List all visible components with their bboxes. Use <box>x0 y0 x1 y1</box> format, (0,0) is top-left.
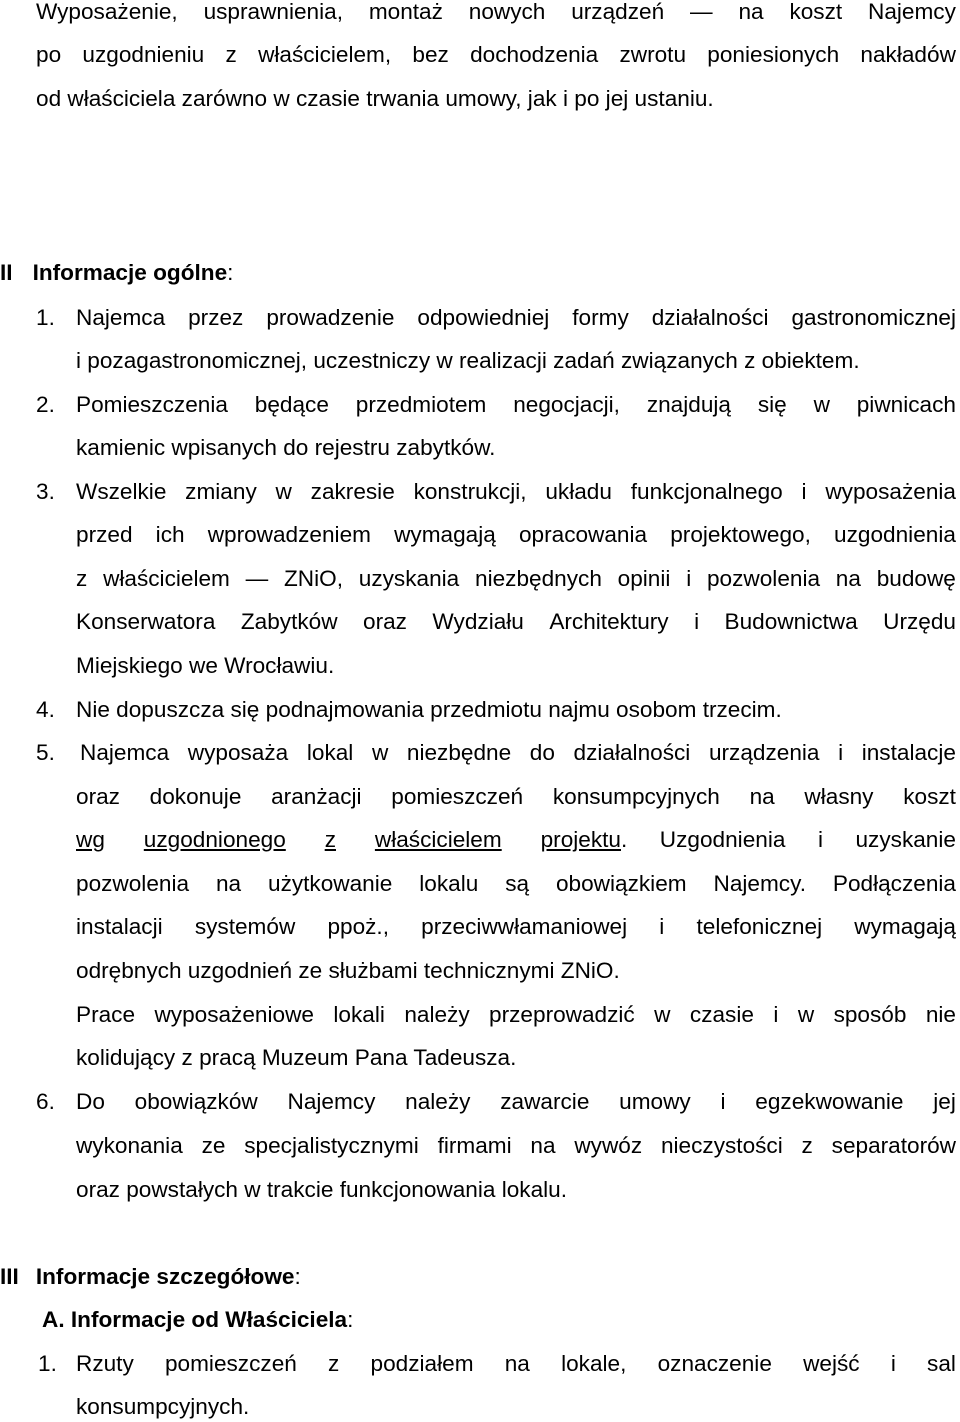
word: pozwolenia <box>706 566 821 591</box>
word: własny <box>804 784 874 809</box>
word: się <box>757 392 787 417</box>
list-item-line <box>76 565 956 593</box>
list-item-line <box>76 870 956 898</box>
word: przeciwwłamaniowej <box>421 914 628 939</box>
subsection-heading <box>42 1306 353 1334</box>
intro-line <box>36 41 956 69</box>
word: sal <box>927 1351 956 1376</box>
word: niezbędnych <box>475 566 602 591</box>
word: montaż <box>368 0 443 24</box>
word: telefonicznej <box>696 914 823 939</box>
word: dochodzenia <box>470 42 599 67</box>
word: ZNiO, <box>284 566 343 591</box>
word: przed <box>76 522 133 547</box>
word: Wszelkie <box>76 479 167 504</box>
subsection-title: A. Informacje od Właściciela <box>42 1307 348 1332</box>
word: projektu <box>540 827 621 852</box>
word: i <box>890 1351 896 1376</box>
list-item-line: konsumpcyjnych. <box>76 1394 250 1419</box>
word: aranżacji <box>271 784 362 809</box>
word: pomieszczeń <box>164 1351 297 1376</box>
word: wywóz <box>574 1133 643 1158</box>
word: lokali <box>333 1002 385 1027</box>
list-item-line: odrębnych uzgodnień ze służbami technicznymi ZNiO. <box>76 958 620 983</box>
word: Podłączenia <box>832 871 956 896</box>
word: Architektury <box>549 609 669 634</box>
section-title: Informacje ogólne <box>32 260 228 285</box>
word: w <box>813 392 830 417</box>
word: zawarcie <box>500 1089 590 1114</box>
list-item-number: 2. <box>36 392 55 417</box>
word: na <box>504 1351 530 1376</box>
word: będące <box>254 392 329 417</box>
word: wg <box>76 827 105 852</box>
word: układu <box>545 479 612 504</box>
word: formy <box>572 305 629 330</box>
word: odpowiedniej <box>417 305 550 330</box>
word: i <box>686 566 692 591</box>
word: użytkowanie <box>268 871 393 896</box>
list-item-line <box>76 826 956 854</box>
subsection-colon: : <box>347 1307 354 1332</box>
list-item-line: kolidujący z pracą Muzeum Pana Tadeusza. <box>76 1045 517 1070</box>
word: firmami <box>437 1133 512 1158</box>
word: przedmiotem <box>355 392 487 417</box>
word: i <box>817 827 823 852</box>
word: czasie <box>689 1002 754 1027</box>
word: oraz <box>363 609 407 634</box>
list-item-line: oraz powstałych w trakcie funkcjonowania lokalu. <box>76 1177 568 1202</box>
word: z <box>324 827 336 852</box>
word: wyposażenia <box>825 479 956 504</box>
word: systemów <box>194 914 296 939</box>
word: pozwolenia <box>76 871 190 896</box>
word: piwnicach <box>856 392 956 417</box>
word: w <box>371 740 389 765</box>
word: — <box>245 566 269 591</box>
word: . <box>621 827 628 852</box>
list-item-line: Miejskiego we Wrocławiu. <box>76 653 335 678</box>
word: Pomieszczenia <box>76 392 228 417</box>
word: — <box>690 0 713 24</box>
word: na <box>215 871 242 896</box>
word: wymagają <box>394 522 496 547</box>
word: przeprowadzić <box>489 1002 635 1027</box>
word: Uzgodnienia <box>659 827 786 852</box>
word: właścicielem <box>103 566 230 591</box>
word: wyposażeniowe <box>154 1002 314 1027</box>
word: Do <box>76 1089 105 1114</box>
word: znajdują <box>646 392 731 417</box>
list-item-number: 1. <box>38 1351 57 1376</box>
word: uzgodnionego <box>143 827 286 852</box>
section-heading <box>0 259 233 287</box>
section-numeral: III <box>0 1264 19 1289</box>
word: wprowadzeniem <box>207 522 371 547</box>
word: uzyskanie <box>855 827 956 852</box>
section-heading <box>0 1263 301 1291</box>
word: Budownictwa <box>724 609 858 634</box>
word: funkcjonalnego <box>630 479 783 504</box>
word: konsumpcyjnych <box>552 784 720 809</box>
word: oraz <box>76 784 120 809</box>
word: Zabytków <box>240 609 338 634</box>
word: Rzuty <box>76 1351 134 1376</box>
word: urządzeń <box>571 0 665 24</box>
list-item-line <box>76 783 956 811</box>
word: w <box>654 1002 671 1027</box>
list-item-number: 3. <box>36 479 55 504</box>
word: uzgodnienia <box>834 522 956 547</box>
word: bez <box>412 42 449 67</box>
word: należy <box>404 1002 470 1027</box>
list-item-line: i pozagastronomicznej, uczestniczy w realizacji zadań związanych z obiektem. <box>76 348 860 373</box>
word: i <box>694 609 700 634</box>
word: wykonania <box>76 1133 183 1158</box>
word: obowiązkiem <box>555 871 687 896</box>
list-item-line <box>76 391 956 419</box>
heading-colon: : <box>294 1264 301 1289</box>
word: niezbędne <box>406 740 512 765</box>
word: Urzędu <box>883 609 956 634</box>
word: lokale, <box>561 1351 627 1376</box>
list-item-number: 5. <box>36 740 55 765</box>
word: wejść <box>803 1351 860 1376</box>
word: Najemcy. <box>713 871 806 896</box>
list-item-line <box>76 478 956 506</box>
word: konstrukcji, <box>413 479 527 504</box>
word: i <box>773 1002 779 1027</box>
word: opracowania <box>518 522 648 547</box>
word: Najemca <box>76 305 166 330</box>
list-item-line-tail <box>621 826 956 854</box>
word: Wyposażenie, <box>36 0 178 24</box>
word: lokal <box>306 740 354 765</box>
word: lokalu <box>419 871 479 896</box>
word: koszt <box>789 0 843 24</box>
word: instalacje <box>861 740 956 765</box>
word: egzekwowanie <box>755 1089 904 1114</box>
word: jej <box>933 1089 956 1114</box>
word: na <box>835 566 861 591</box>
word: wyposaża <box>187 740 289 765</box>
word: po <box>36 42 62 67</box>
underlined-project-phrase <box>76 826 621 854</box>
section-numeral: II <box>0 260 13 285</box>
word: oznaczenie <box>657 1351 772 1376</box>
word: budowę <box>876 566 956 591</box>
list-item-line <box>76 304 956 332</box>
word: projektowego, <box>670 522 811 547</box>
word: na <box>738 0 764 24</box>
list-item-line <box>80 739 956 767</box>
word: do <box>529 740 555 765</box>
list-item-number: 1. <box>36 305 55 330</box>
word: nakładów <box>860 42 956 67</box>
word: i <box>838 740 844 765</box>
word: nieczystości <box>660 1133 783 1158</box>
list-item-line: kamienic wpisanych do rejestru zabytków. <box>76 435 496 460</box>
word: właścicielem, <box>258 42 392 67</box>
word: prowadzenie <box>266 305 395 330</box>
word: z <box>328 1351 340 1376</box>
word: zakresie <box>310 479 395 504</box>
word: na <box>530 1133 556 1158</box>
word: ze <box>201 1133 226 1158</box>
word: ppoż., <box>327 914 389 939</box>
word: i <box>659 914 665 939</box>
word: separatorów <box>831 1133 956 1158</box>
word: działalności <box>573 740 691 765</box>
list-item-line <box>76 913 956 941</box>
word: urządzenia <box>708 740 820 765</box>
word: właścicielem <box>374 827 502 852</box>
list-item-line <box>76 608 956 636</box>
word: działalności <box>651 305 769 330</box>
word: opinii <box>617 566 671 591</box>
word: instalacji <box>76 914 163 939</box>
word: w <box>797 1002 815 1027</box>
word: sposób <box>833 1002 907 1027</box>
word: negocjacji, <box>513 392 620 417</box>
word: Najemcy <box>868 0 956 24</box>
word: gastronomicznej <box>791 305 956 330</box>
word: i <box>801 479 807 504</box>
word: z <box>76 566 88 591</box>
word: uzyskania <box>358 566 460 591</box>
word: koszt <box>903 784 956 809</box>
word: nowych <box>468 0 546 24</box>
list-item-line <box>76 1132 956 1160</box>
list-item-line <box>76 521 956 549</box>
word: z <box>225 42 237 67</box>
list-item-number: 6. <box>36 1089 55 1114</box>
word: poniesionych <box>707 42 840 67</box>
heading-colon: : <box>227 260 234 285</box>
word: obowiązków <box>134 1089 258 1114</box>
list-item-line: Nie dopuszcza się podnajmowania przedmiotu najmu osobom trzecim. <box>76 697 782 722</box>
section-title: Informacje szczegółowe <box>35 1264 295 1289</box>
word: należy <box>405 1089 471 1114</box>
intro-line <box>36 0 956 26</box>
word: usprawnienia, <box>203 0 343 24</box>
word: podziałem <box>370 1351 474 1376</box>
list-item-line <box>76 1350 956 1378</box>
word: na <box>749 784 775 809</box>
word: dokonuje <box>149 784 242 809</box>
list-item-line <box>76 1001 956 1029</box>
list-item-number: 4. <box>36 697 55 722</box>
word: w <box>275 479 292 504</box>
word: i <box>720 1089 726 1114</box>
word: są <box>505 871 530 896</box>
word: ich <box>155 522 185 547</box>
word: nie <box>925 1002 956 1027</box>
word: Prace <box>76 1002 136 1027</box>
word: umowy <box>619 1089 691 1114</box>
word: zmiany <box>185 479 257 504</box>
list-item-line <box>76 1088 956 1116</box>
word: specjalistycznymi <box>244 1133 419 1158</box>
word: uzgodnieniu <box>82 42 205 67</box>
word: Wydziału <box>432 609 524 634</box>
word: Najemca <box>80 740 170 765</box>
word: wymagają <box>854 914 956 939</box>
word: zwrotu <box>619 42 687 67</box>
intro-line: od właściciela zarówno w czasie trwania umowy, jak i po jej ustaniu. <box>36 86 714 111</box>
word: przez <box>188 305 244 330</box>
word: Konserwatora <box>76 609 216 634</box>
word: Najemcy <box>287 1089 376 1114</box>
word: z <box>801 1133 813 1158</box>
word: pomieszczeń <box>391 784 524 809</box>
